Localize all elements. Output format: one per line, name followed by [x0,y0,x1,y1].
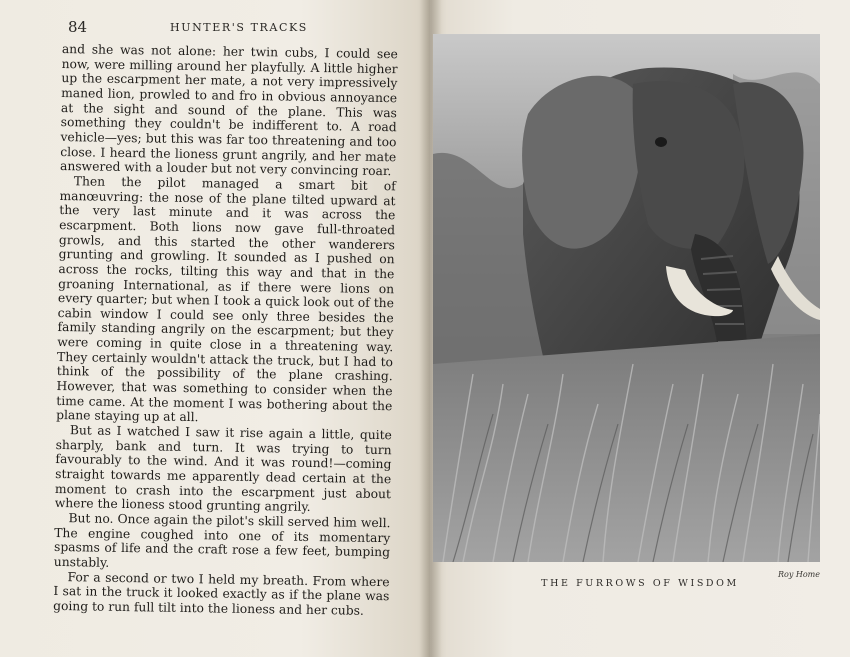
photo-credit: Roy Home [777,570,820,579]
paragraph: But as I watched I saw it rise again a little, quite sharply, bank and turn. It was trying to turn favourably to the wind. And it was round!—coming straight towards me apparently dead certain at the moment to crash into the escarpment just about where the lioness stood grunting angrily. [54,423,392,515]
photo-caption: THE FURROWS OF WISDOM [541,578,739,589]
elephant-photo [433,34,820,562]
running-title: HUNTER'S TRACKS [170,21,308,34]
paragraph: and she was not alone: her twin cubs, I could see now, were milling around her playfully. A little higher up the escarpment her mate, a not very impressively maned lion, prowled to and fro in obvious annoyance at the sight and sound of the plane. This was something they couldn't be indifferent to. A road vehicle—yes; but this was far too threatening and too close. I heard the lioness grunt angrily, and her mate answered with a louder but not very convincing roar. [59,42,398,179]
paragraph: For a second or two I held my breath. From where I sat in the truck it looked exactly as if the plane was going to run full tilt into the lioness and her cubs. [53,569,390,618]
paragraph: But no. Once again the pilot's skill served him well. The engine coughed into one of its momentary spasms of life and the craft rose a few feet, bumping unstably. [53,511,391,570]
page-number: 84 [68,18,88,36]
body-text [53,42,398,619]
paragraph: Then the pilot managed a smart bit of manœuvring: the nose of the plane tilted upward at the very last minute and it was across the escarpment. Both lions now gave full-throated growls, and this started the other wanderers grunting and growling. It sounded as I pushed on across the rocks, tilting this way and that in the groaning International, as if there were lions on every quarter; but when I took a quick look out of the cabin window I could see only three besides the family standing angrily on the escarpment; but they were coming in quite close in a threatening way. They certainly wouldn't attack the truck, but I had to think of the possibility of the plane crashing. However, that was something to consider when the time came. At the moment I was bothering about the plane staying up at all. [56,174,396,425]
running-head [68,18,398,38]
